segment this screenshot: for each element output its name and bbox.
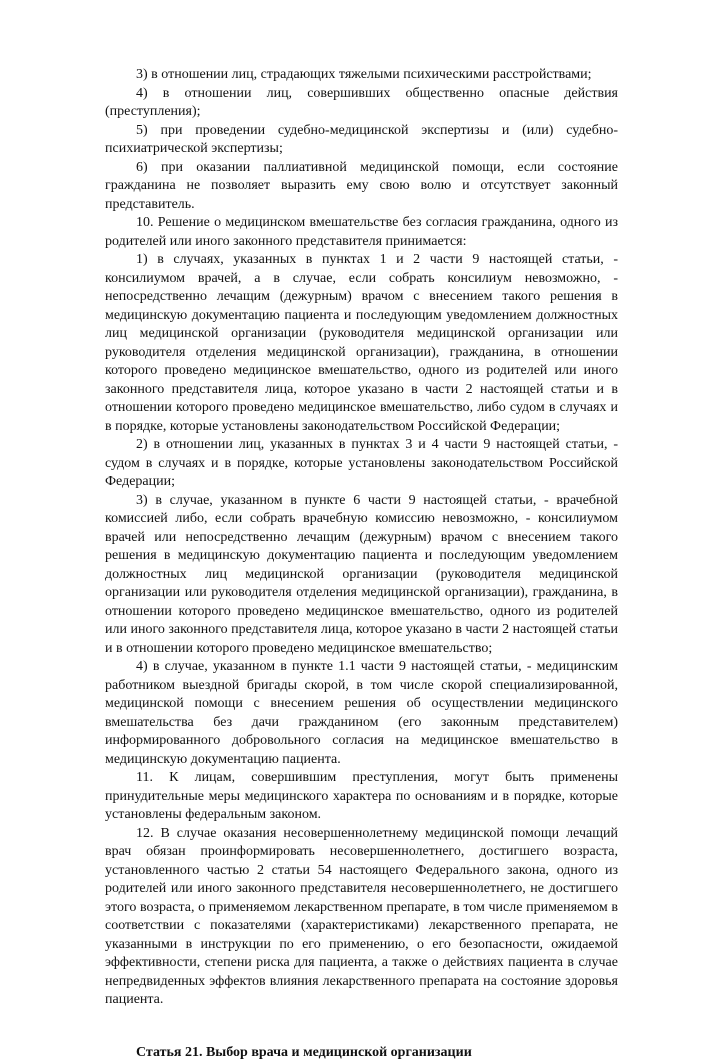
paragraph-part-11: 11. К лицам, совершившим преступления, могут быть применены принудительные меры медицинского характера по основаниям и в порядке, которые установлены федеральным законом. [105,769,618,825]
paragraph-item-3: 3) в отношении лиц, страдающих тяжелыми психическими расстройствами; [105,66,618,85]
paragraph-part-10-item-3: 3) в случае, указанном в пункте 6 части 9 настоящей статьи, - врачебной комиссией либо, если собрать врачебную комиссию невозможно, - консилиумом врачей или непосредственно лечащим (дежурным) врачом с внесением такого решения в медицинскую документацию пациента и последующим уведомлением должностных лиц медицинской организации (руководителя медицинской организации или руководителя отделения медицинской организации), гражданина, в отношении которого проведено медицинское вмешательство, одного из родителей или иного законного представителя лица, которое указано в части 2 настоящей статьи и в отношении которого проведено медицинское вмешательство; [105,492,618,659]
paragraph-part-12: 12. В случае оказания несовершеннолетнему медицинской помощи лечащий врач обязан проинформировать несовершеннолетнего, достигшего возраста, установленного частью 2 статьи 54 настоящего Федерального закона, одного из родителей или иного законного представителя несовершеннолетнего, не достигшего этого возраста, о применяемом лекарственном препарате, в том числе применяемом в соответствии с показателями (характеристиками) лекарственного препарата, не указанными в инструкции по его применению, о его безопасности, ожидаемой эффективности, степени риска для пациента, а также о действиях пациента в случае непредвиденных эффектов влияния лекарственного препарата на состояние здоровья пациента. [105,825,618,1010]
paragraph-part-10-item-2: 2) в отношении лиц, указанных в пунктах 3 и 4 части 9 настоящей статьи, - судом в случаях и в порядке, которые установлены законодательством Российской Федерации; [105,436,618,492]
paragraph-part-10-item-1: 1) в случаях, указанных в пунктах 1 и 2 части 9 настоящей статьи, - консилиумом врачей, а в случае, если собрать консилиум невозможно, - непосредственно лечащим (дежурным) врачом с внесением такого решения в медицинскую документацию пациента и последующим уведомлением должностных лиц медицинской организации (руководителя медицинской организации или руководителя отделения медицинской организации), гражданина, в отношении которого проведено медицинское вмешательство, одного из родителей или иного законного представителя лица, которое указано в части 2 настоящей статьи и в отношении которого проведено медицинское вмешательство, либо судом в случаях и в порядке, которые установлены законодательством Российской Федерации; [105,251,618,436]
article-heading: Статья 21. Выбор врача и медицинской организации [105,1044,618,1062]
paragraph-item-5: 5) при проведении судебно-медицинской экспертизы и (или) судебно-психиатрической экспертизы; [105,122,618,159]
paragraph-item-4: 4) в отношении лиц, совершивших общественно опасные действия (преступления); [105,85,618,122]
paragraph-part-10-item-4: 4) в случае, указанном в пункте 1.1 части 9 настоящей статьи, - медицинским работником выездной бригады скорой, в том числе скорой специализированной, медицинской помощи с внесением решения об осуществлении медицинского вмешательства без дачи гражданином (его законным представителем) информированного добровольного согласия на медицинское вмешательство в медицинскую документацию пациента. [105,658,618,769]
paragraph-part-10: 10. Решение о медицинском вмешательстве без согласия гражданина, одного из родителей или иного законного представителя принимается: [105,214,618,251]
paragraph-item-6: 6) при оказании паллиативной медицинской помощи, если состояние гражданина не позволяет выразить ему свою волю и отсутствует законный представитель. [105,159,618,215]
